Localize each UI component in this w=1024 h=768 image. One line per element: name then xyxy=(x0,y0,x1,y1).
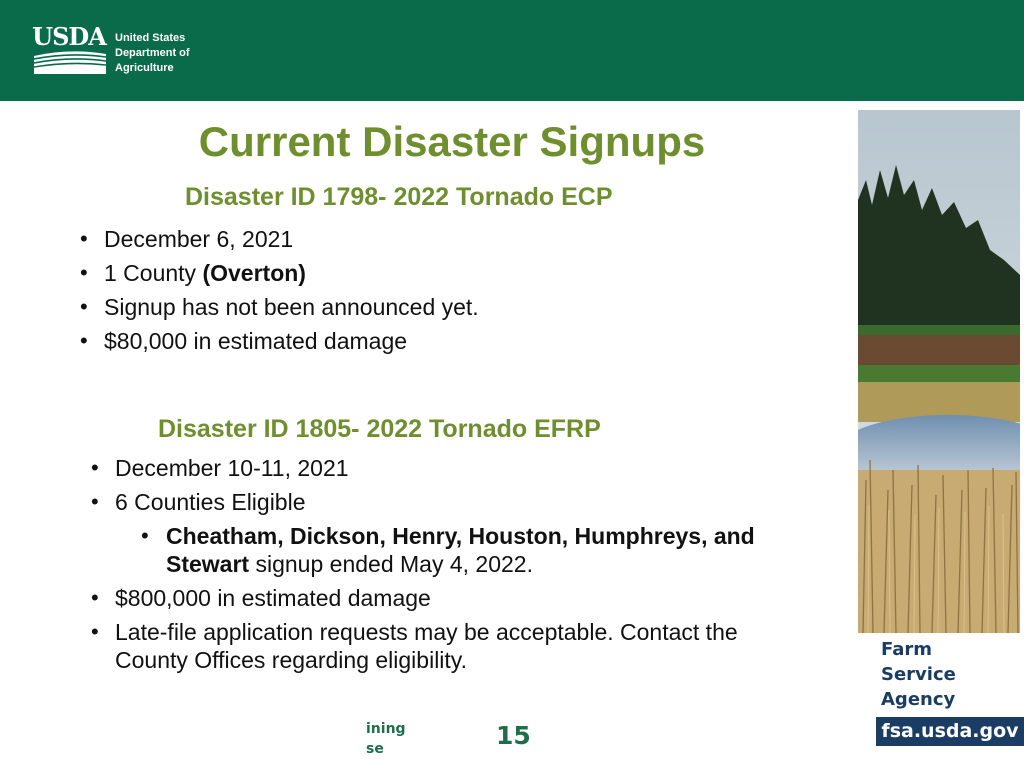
slide-title: Current Disaster Signups xyxy=(198,118,706,165)
list-item: • Late-file application requests may be acceptable. Contact the County Offices regarding eligibility. xyxy=(87,618,815,674)
list-item: • $80,000 in estimated damage xyxy=(76,327,776,355)
page-number: 15 xyxy=(496,721,531,750)
agency-line: Agriculture xyxy=(115,62,174,74)
fsa-agency-name xyxy=(881,637,956,712)
list-item: • Signup has not been announced yet. xyxy=(76,293,776,321)
section2-bullet-list xyxy=(87,454,837,680)
footer-line: se xyxy=(366,741,384,757)
footer-line: ining xyxy=(366,721,406,737)
fsa-line: Agency xyxy=(881,689,956,710)
list-item-sub: • Cheatham, Dickson, Henry, Houston, Humphreys, and Stewart signup ended May 4, 2022. xyxy=(87,522,837,578)
landscape-photo xyxy=(858,110,1020,633)
list-item: • December 10-11, 2021 xyxy=(87,454,837,482)
section1-heading: Disaster ID 1798- 2022 Tornado ECP xyxy=(185,183,613,211)
fsa-line: Service xyxy=(881,664,956,685)
fsa-url-link[interactable]: fsa.usda.gov xyxy=(876,717,1024,746)
usda-logo-text: USDA xyxy=(32,22,106,51)
county-name: (Overton) xyxy=(202,260,306,286)
footer-text-fragment xyxy=(366,719,426,763)
county-list: Cheatham, Dickson, Henry, Houston, Humphreys, and xyxy=(166,523,755,549)
county-list-cont: Stewart xyxy=(166,551,250,577)
list-item: • $800,000 in estimated damage xyxy=(87,584,837,612)
list-item: • 6 Counties Eligible xyxy=(87,488,837,516)
section2-heading: Disaster ID 1805- 2022 Tornado EFRP xyxy=(158,415,601,443)
list-item: • December 6, 2021 xyxy=(76,225,776,253)
usda-field-icon xyxy=(34,50,106,74)
usda-agency-name xyxy=(115,31,190,76)
usda-logo xyxy=(32,24,106,76)
section1-bullet-list xyxy=(76,225,776,361)
agency-line: United States xyxy=(115,32,186,44)
list-item: • 1 County (Overton) xyxy=(76,259,776,287)
fsa-line: Farm xyxy=(881,639,933,660)
agency-line: Department of xyxy=(115,47,190,59)
header-bar xyxy=(0,0,1024,101)
